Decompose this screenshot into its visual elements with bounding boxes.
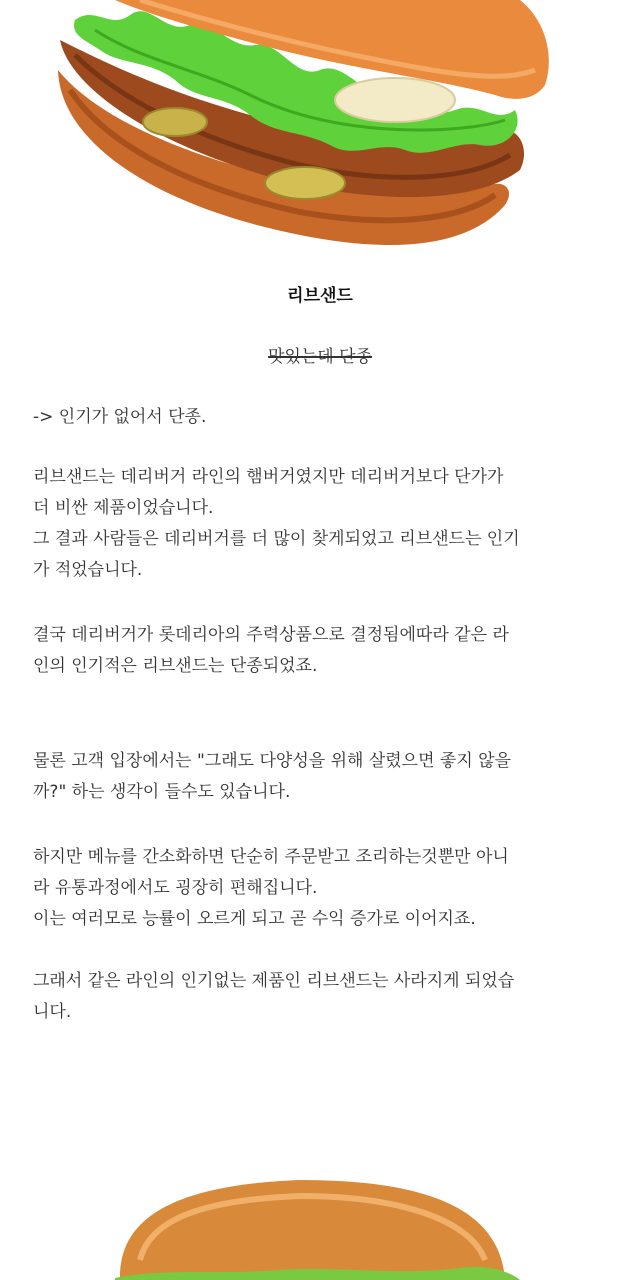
burger-bun-illustration: [0, 1150, 640, 1280]
text-line: 더 비싼 제품이었습니다.: [33, 498, 214, 518]
paragraph-customer: [33, 746, 618, 808]
paragraph-reason: [33, 402, 618, 433]
paragraph-simplify: [33, 842, 618, 935]
text-line: 까?" 하는 생각이 들수도 있습니다.: [33, 782, 291, 802]
burger-image: [0, 1150, 640, 1280]
product-title: 리브샌드: [287, 286, 353, 306]
sandwich-image: [0, 0, 640, 260]
riblet-sandwich-illustration: [0, 0, 640, 260]
text-line: 가 적었습니다.: [33, 560, 143, 580]
paragraph-price: [33, 462, 618, 586]
paragraph-conclusion: [33, 966, 618, 1028]
text-line: 니다.: [33, 1002, 72, 1022]
text-line: 이는 여러모로 능률이 오르게 되고 곧 수익 증가로 이어지죠.: [33, 909, 476, 929]
text-line: 물론 고객 입장에서는 "그래도 다양성을 위해 살렸으면 좋지 않을: [33, 751, 512, 771]
text-line: 인의 인기적은 리브샌드는 단종되었죠.: [33, 656, 318, 676]
paragraph-decision: [33, 620, 618, 682]
text-line: 그래서 같은 라인의 인기없는 제품인 리브샌드는 사라지게 되었습: [33, 971, 515, 991]
text-line: 리브샌드는 데리버거 라인의 햄버거였지만 데리버거보다 단가가: [33, 467, 504, 487]
text-line: -> 인기가 없어서 단종.: [33, 407, 207, 427]
text-line: 하지만 메뉴를 간소화하면 단순히 주문받고 조리하는것뿐만 아니: [33, 847, 509, 867]
text-line: 그 결과 사람들은 데리버거를 더 많이 찾게되었고 리브샌드는 인기: [33, 529, 520, 549]
text-line: 라 유통과정에서도 굉장히 편해집니다.: [33, 878, 318, 898]
struck-subtitle: 맛있는데 단종: [268, 347, 372, 367]
text-line: 결국 데리버거가 롯데리아의 주력상품으로 결정됨에따라 같은 라: [33, 625, 509, 645]
